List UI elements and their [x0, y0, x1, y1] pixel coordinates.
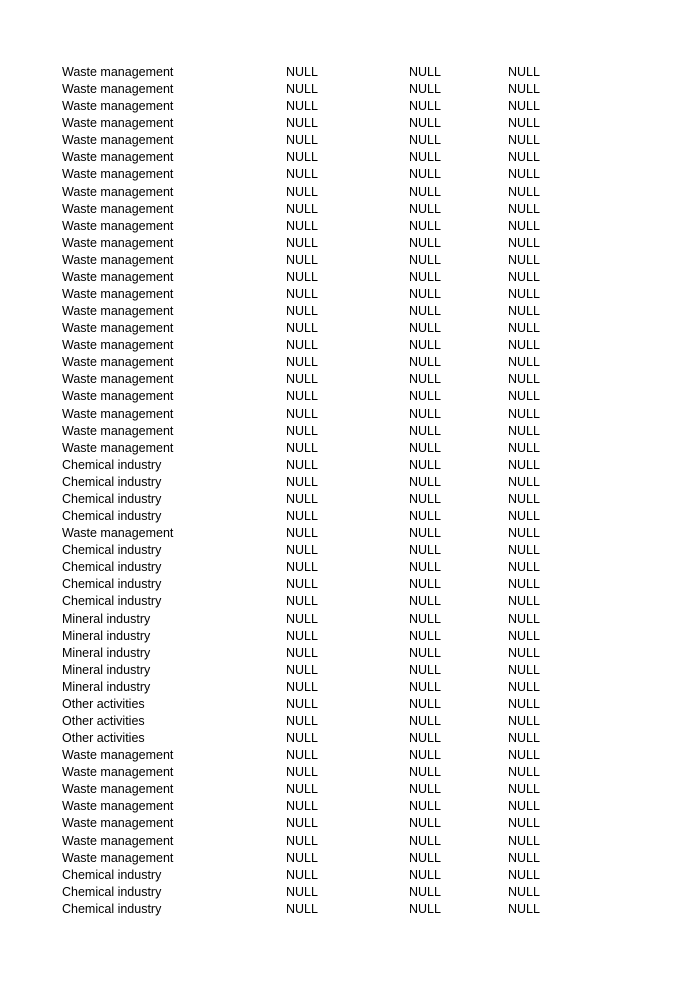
sector-cell: Waste management — [62, 833, 174, 848]
table-row — [0, 645, 700, 662]
value-cell: NULL — [409, 218, 441, 233]
sector-cell: Chemical industry — [62, 594, 162, 609]
value-cell: NULL — [409, 116, 441, 131]
value-cell: NULL — [508, 560, 540, 575]
sector-cell: Waste management — [62, 99, 174, 114]
value-cell: NULL — [286, 628, 318, 643]
table-row — [0, 508, 700, 525]
table-row — [0, 337, 700, 354]
value-cell: NULL — [409, 713, 441, 728]
value-cell: NULL — [409, 321, 441, 336]
table-row — [0, 149, 700, 166]
table-row — [0, 388, 700, 405]
sector-cell: Waste management — [62, 526, 174, 541]
value-cell: NULL — [508, 355, 540, 370]
value-cell: NULL — [286, 406, 318, 421]
value-cell: NULL — [286, 491, 318, 506]
value-cell: NULL — [508, 509, 540, 524]
sector-cell: Chemical industry — [62, 884, 162, 899]
table-row — [0, 303, 700, 320]
value-cell: NULL — [508, 679, 540, 694]
value-cell: NULL — [286, 799, 318, 814]
value-cell: NULL — [286, 662, 318, 677]
value-cell: NULL — [409, 82, 441, 97]
value-cell: NULL — [286, 218, 318, 233]
value-cell: NULL — [409, 252, 441, 267]
value-cell: NULL — [409, 406, 441, 421]
table-row — [0, 320, 700, 337]
table-row — [0, 696, 700, 713]
sector-cell: Waste management — [62, 167, 174, 182]
value-cell: NULL — [286, 867, 318, 882]
table-row — [0, 628, 700, 645]
table-row — [0, 815, 700, 832]
value-cell: NULL — [409, 201, 441, 216]
value-cell: NULL — [409, 799, 441, 814]
value-cell: NULL — [409, 816, 441, 831]
value-cell: NULL — [409, 491, 441, 506]
value-cell: NULL — [286, 116, 318, 131]
value-cell: NULL — [286, 526, 318, 541]
value-cell: NULL — [409, 235, 441, 250]
value-cell: NULL — [508, 696, 540, 711]
sector-cell: Waste management — [62, 338, 174, 353]
sector-cell: Waste management — [62, 355, 174, 370]
value-cell: NULL — [409, 509, 441, 524]
table-row — [0, 833, 700, 850]
value-cell: NULL — [286, 338, 318, 353]
value-cell: NULL — [508, 389, 540, 404]
value-cell: NULL — [508, 713, 540, 728]
sector-cell: Waste management — [62, 218, 174, 233]
sector-cell: Waste management — [62, 423, 174, 438]
value-cell: NULL — [508, 269, 540, 284]
value-cell: NULL — [286, 184, 318, 199]
value-cell: NULL — [409, 355, 441, 370]
table-row — [0, 662, 700, 679]
sector-cell: Mineral industry — [62, 645, 151, 660]
value-cell: NULL — [286, 150, 318, 165]
value-cell: NULL — [409, 748, 441, 763]
value-cell: NULL — [409, 474, 441, 489]
value-cell: NULL — [286, 99, 318, 114]
table-row — [0, 354, 700, 371]
value-cell: NULL — [409, 269, 441, 284]
table-row — [0, 713, 700, 730]
table-row — [0, 81, 700, 98]
value-cell: NULL — [286, 731, 318, 746]
value-cell: NULL — [508, 884, 540, 899]
value-cell: NULL — [508, 474, 540, 489]
value-cell: NULL — [409, 287, 441, 302]
value-cell: NULL — [508, 304, 540, 319]
sector-cell: Other activities — [62, 713, 145, 728]
sector-cell: Waste management — [62, 304, 174, 319]
table-row — [0, 730, 700, 747]
table-row — [0, 218, 700, 235]
value-cell: NULL — [508, 748, 540, 763]
sector-cell: Waste management — [62, 201, 174, 216]
value-cell: NULL — [286, 713, 318, 728]
value-cell: NULL — [508, 167, 540, 182]
value-cell: NULL — [508, 731, 540, 746]
table-row — [0, 747, 700, 764]
value-cell: NULL — [508, 850, 540, 865]
sector-cell: Waste management — [62, 406, 174, 421]
value-cell: NULL — [508, 133, 540, 148]
value-cell: NULL — [508, 321, 540, 336]
sector-cell: Chemical industry — [62, 509, 162, 524]
value-cell: NULL — [508, 65, 540, 79]
sector-cell: Chemical industry — [62, 543, 162, 558]
sector-cell: Waste management — [62, 150, 174, 165]
value-cell: NULL — [409, 645, 441, 660]
sector-cell: Waste management — [62, 133, 174, 148]
value-cell: NULL — [409, 867, 441, 882]
value-cell: NULL — [508, 645, 540, 660]
value-cell: NULL — [409, 679, 441, 694]
value-cell: NULL — [286, 440, 318, 455]
table-row — [0, 474, 700, 491]
sector-cell: Waste management — [62, 269, 174, 284]
sector-cell: Chemical industry — [62, 867, 162, 882]
sector-cell: Waste management — [62, 321, 174, 336]
value-cell: NULL — [286, 201, 318, 216]
table-row — [0, 781, 700, 798]
data-table — [0, 64, 700, 918]
value-cell: NULL — [508, 235, 540, 250]
value-cell: NULL — [508, 611, 540, 626]
value-cell: NULL — [508, 82, 540, 97]
value-cell: NULL — [508, 116, 540, 131]
table-row — [0, 850, 700, 867]
value-cell: NULL — [508, 457, 540, 472]
value-cell: NULL — [508, 543, 540, 558]
value-cell: NULL — [508, 577, 540, 592]
value-cell: NULL — [508, 201, 540, 216]
table-row — [0, 679, 700, 696]
value-cell: NULL — [508, 765, 540, 780]
value-cell: NULL — [508, 218, 540, 233]
value-cell: NULL — [508, 99, 540, 114]
table-row — [0, 764, 700, 781]
table-row — [0, 269, 700, 286]
value-cell: NULL — [409, 560, 441, 575]
table-row — [0, 576, 700, 593]
value-cell: NULL — [508, 440, 540, 455]
sector-cell: Chemical industry — [62, 577, 162, 592]
value-cell: NULL — [286, 816, 318, 831]
value-cell: NULL — [409, 338, 441, 353]
value-cell: NULL — [409, 389, 441, 404]
value-cell: NULL — [508, 816, 540, 831]
table-row — [0, 559, 700, 576]
value-cell: NULL — [508, 799, 540, 814]
sector-cell: Waste management — [62, 252, 174, 267]
table-row — [0, 901, 700, 918]
value-cell: NULL — [508, 833, 540, 848]
value-cell: NULL — [286, 560, 318, 575]
sector-cell: Waste management — [62, 782, 174, 797]
value-cell: NULL — [409, 765, 441, 780]
value-cell: NULL — [286, 269, 318, 284]
value-cell: NULL — [508, 594, 540, 609]
value-cell: NULL — [286, 509, 318, 524]
value-cell: NULL — [508, 782, 540, 797]
value-cell: NULL — [409, 372, 441, 387]
sector-cell: Chemical industry — [62, 491, 162, 506]
value-cell: NULL — [409, 884, 441, 899]
value-cell: NULL — [286, 235, 318, 250]
value-cell: NULL — [409, 696, 441, 711]
value-cell: NULL — [508, 423, 540, 438]
table-row — [0, 252, 700, 269]
value-cell: NULL — [508, 372, 540, 387]
table-row — [0, 371, 700, 388]
value-cell: NULL — [409, 150, 441, 165]
value-cell: NULL — [508, 150, 540, 165]
value-cell: NULL — [409, 133, 441, 148]
table-row — [0, 98, 700, 115]
value-cell: NULL — [409, 628, 441, 643]
table-row — [0, 166, 700, 183]
value-cell: NULL — [286, 389, 318, 404]
table-row — [0, 235, 700, 252]
value-cell: NULL — [286, 884, 318, 899]
value-cell: NULL — [286, 833, 318, 848]
value-cell: NULL — [286, 287, 318, 302]
value-cell: NULL — [286, 782, 318, 797]
value-cell: NULL — [409, 526, 441, 541]
table-row — [0, 542, 700, 559]
value-cell: NULL — [508, 867, 540, 882]
value-cell: NULL — [409, 662, 441, 677]
sector-cell: Waste management — [62, 765, 174, 780]
sector-cell: Chemical industry — [62, 457, 162, 472]
value-cell: NULL — [409, 731, 441, 746]
sector-cell: Waste management — [62, 748, 174, 763]
table-row — [0, 423, 700, 440]
value-cell: NULL — [508, 491, 540, 506]
sector-cell: Waste management — [62, 816, 174, 831]
value-cell: NULL — [409, 184, 441, 199]
value-cell: NULL — [409, 611, 441, 626]
sector-cell: Chemical industry — [62, 474, 162, 489]
sector-cell: Waste management — [62, 287, 174, 302]
sector-cell: Waste management — [62, 372, 174, 387]
value-cell: NULL — [286, 457, 318, 472]
sector-cell: Mineral industry — [62, 628, 151, 643]
table-row — [0, 867, 700, 884]
table-row — [0, 491, 700, 508]
sector-cell: Waste management — [62, 440, 174, 455]
value-cell: NULL — [286, 252, 318, 267]
value-cell: NULL — [409, 594, 441, 609]
sector-cell: Waste management — [62, 65, 174, 79]
value-cell: NULL — [508, 184, 540, 199]
value-cell: NULL — [286, 474, 318, 489]
sector-cell: Waste management — [62, 116, 174, 131]
table-row — [0, 525, 700, 542]
value-cell: NULL — [508, 338, 540, 353]
value-cell: NULL — [508, 252, 540, 267]
value-cell: NULL — [409, 167, 441, 182]
sector-cell: Chemical industry — [62, 901, 162, 916]
value-cell: NULL — [508, 287, 540, 302]
value-cell: NULL — [409, 99, 441, 114]
value-cell: NULL — [286, 372, 318, 387]
value-cell: NULL — [409, 65, 441, 79]
value-cell: NULL — [409, 833, 441, 848]
table-row — [0, 884, 700, 901]
value-cell: NULL — [286, 645, 318, 660]
value-cell: NULL — [409, 304, 441, 319]
value-cell: NULL — [286, 748, 318, 763]
sector-cell: Other activities — [62, 731, 145, 746]
table-row — [0, 798, 700, 815]
value-cell: NULL — [409, 423, 441, 438]
sector-cell: Waste management — [62, 235, 174, 250]
sector-cell: Mineral industry — [62, 611, 151, 626]
sector-cell: Mineral industry — [62, 662, 151, 677]
value-cell: NULL — [409, 850, 441, 865]
value-cell: NULL — [409, 901, 441, 916]
table-row — [0, 201, 700, 218]
table-row — [0, 440, 700, 457]
value-cell: NULL — [286, 543, 318, 558]
table-row — [0, 611, 700, 628]
value-cell: NULL — [286, 577, 318, 592]
value-cell: NULL — [286, 167, 318, 182]
value-cell: NULL — [286, 679, 318, 694]
table-row — [0, 406, 700, 423]
value-cell: NULL — [508, 526, 540, 541]
value-cell: NULL — [409, 782, 441, 797]
sector-cell: Waste management — [62, 389, 174, 404]
value-cell: NULL — [508, 406, 540, 421]
sector-cell: Chemical industry — [62, 560, 162, 575]
sector-cell: Waste management — [62, 184, 174, 199]
value-cell: NULL — [508, 901, 540, 916]
value-cell: NULL — [286, 304, 318, 319]
value-cell: NULL — [508, 662, 540, 677]
value-cell: NULL — [286, 696, 318, 711]
value-cell: NULL — [286, 901, 318, 916]
table-row — [0, 286, 700, 303]
table-row — [0, 115, 700, 132]
value-cell: NULL — [508, 628, 540, 643]
table-row — [0, 457, 700, 474]
value-cell: NULL — [409, 457, 441, 472]
value-cell: NULL — [286, 850, 318, 865]
value-cell: NULL — [286, 65, 318, 79]
sector-cell: Mineral industry — [62, 679, 151, 694]
sector-cell: Waste management — [62, 799, 174, 814]
value-cell: NULL — [286, 355, 318, 370]
sector-cell: Waste management — [62, 82, 174, 97]
table-row — [0, 593, 700, 610]
table-row — [0, 184, 700, 201]
value-cell: NULL — [409, 543, 441, 558]
table-row — [0, 64, 700, 81]
value-cell: NULL — [286, 611, 318, 626]
sector-cell: Waste management — [62, 850, 174, 865]
value-cell: NULL — [409, 440, 441, 455]
value-cell: NULL — [286, 594, 318, 609]
value-cell: NULL — [286, 133, 318, 148]
table-row — [0, 132, 700, 149]
sector-cell: Other activities — [62, 696, 145, 711]
value-cell: NULL — [409, 577, 441, 592]
value-cell: NULL — [286, 765, 318, 780]
value-cell: NULL — [286, 82, 318, 97]
value-cell: NULL — [286, 423, 318, 438]
value-cell: NULL — [286, 321, 318, 336]
